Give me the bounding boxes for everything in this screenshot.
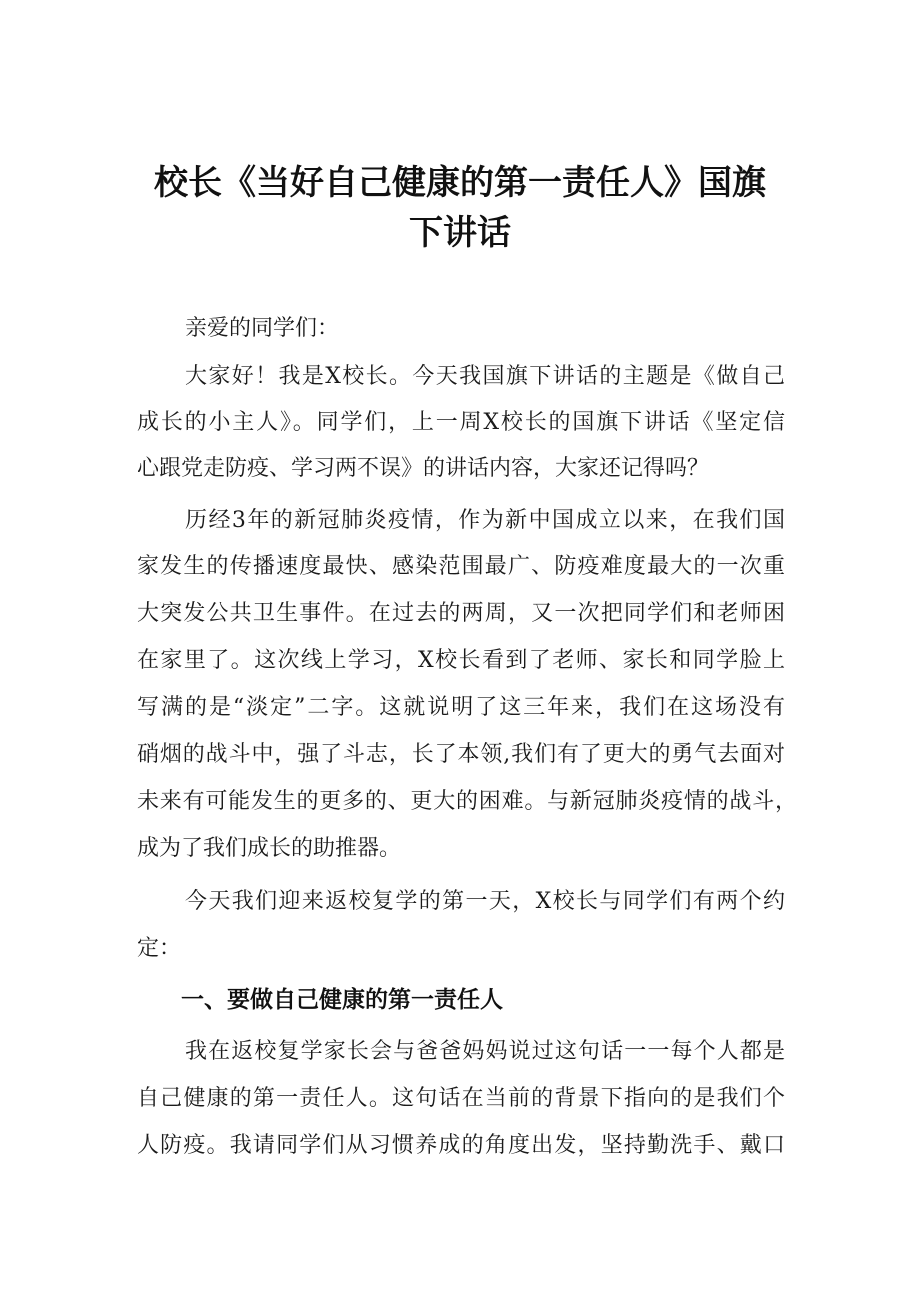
paragraph-3-line-2: 定： <box>137 936 182 961</box>
paragraph-1-line-1: 大家好！我是X校长。今天我国旗下讲话的主题是《做自己 <box>185 364 785 389</box>
paragraph-2-line-1: 历经3年的新冠肺炎疫情，作为新中国成立以来，在我们国 <box>185 508 785 533</box>
document-title-line-2: 下讲话 <box>409 213 511 253</box>
paragraph-2-line-3: 大突发公共卫生事件。在过去的两周，又一次把同学们和老师困 <box>137 601 785 626</box>
paragraph-2-line-7: 未来有可能发生的更多的、更大的困难。与新冠肺炎疫情的战斗， <box>137 789 797 814</box>
paragraph-1-line-3: 心跟党走防疫、学习两不误》的讲话内容，大家还记得吗？ <box>137 456 710 481</box>
section-paragraph-line-2: 自己健康的第一责任人。这句话在当前的背景下指向的是我们个 <box>137 1086 785 1111</box>
paragraph-2-line-8: 成为了我们成长的助推器。 <box>137 836 402 861</box>
paragraph-2-line-6: 硝烟的战斗中，强了斗志，长了本领,我们有了更大的勇气去面对 <box>137 742 785 767</box>
section-paragraph-line-3: 人防疫。我请同学们从习惯养成的角度出发，坚持勤洗手、戴口 <box>137 1133 785 1158</box>
section-heading: 一、要做自己健康的第一责任人 <box>181 987 503 1013</box>
paragraph-3-line-1: 今天我们迎来返校复学的第一天，X校长与同学们有两个约 <box>185 889 785 914</box>
greeting: 亲爱的同学们： <box>185 316 340 341</box>
paragraph-2-line-2: 家发生的传播速度最快、感染范围最广、防疫难度最大的一次重 <box>137 554 785 579</box>
paragraph-2-line-5: 写满的是“淡定”二字。这就说明了这三年来，我们在这场没有 <box>137 695 785 720</box>
paragraph-1-line-2: 成长的小主人》。同学们，上一周X校长的国旗下讲话《坚定信 <box>137 410 785 435</box>
paragraph-2-line-4: 在家里了。这次线上学习，X校长看到了老师、家长和同学脸上 <box>137 648 785 673</box>
document-title-line-1: 校长《当好自己健康的第一责任人》国旗 <box>154 163 766 203</box>
section-paragraph-line-1: 我在返校复学家长会与爸爸妈妈说过这句话一一每个人都是 <box>185 1039 785 1064</box>
